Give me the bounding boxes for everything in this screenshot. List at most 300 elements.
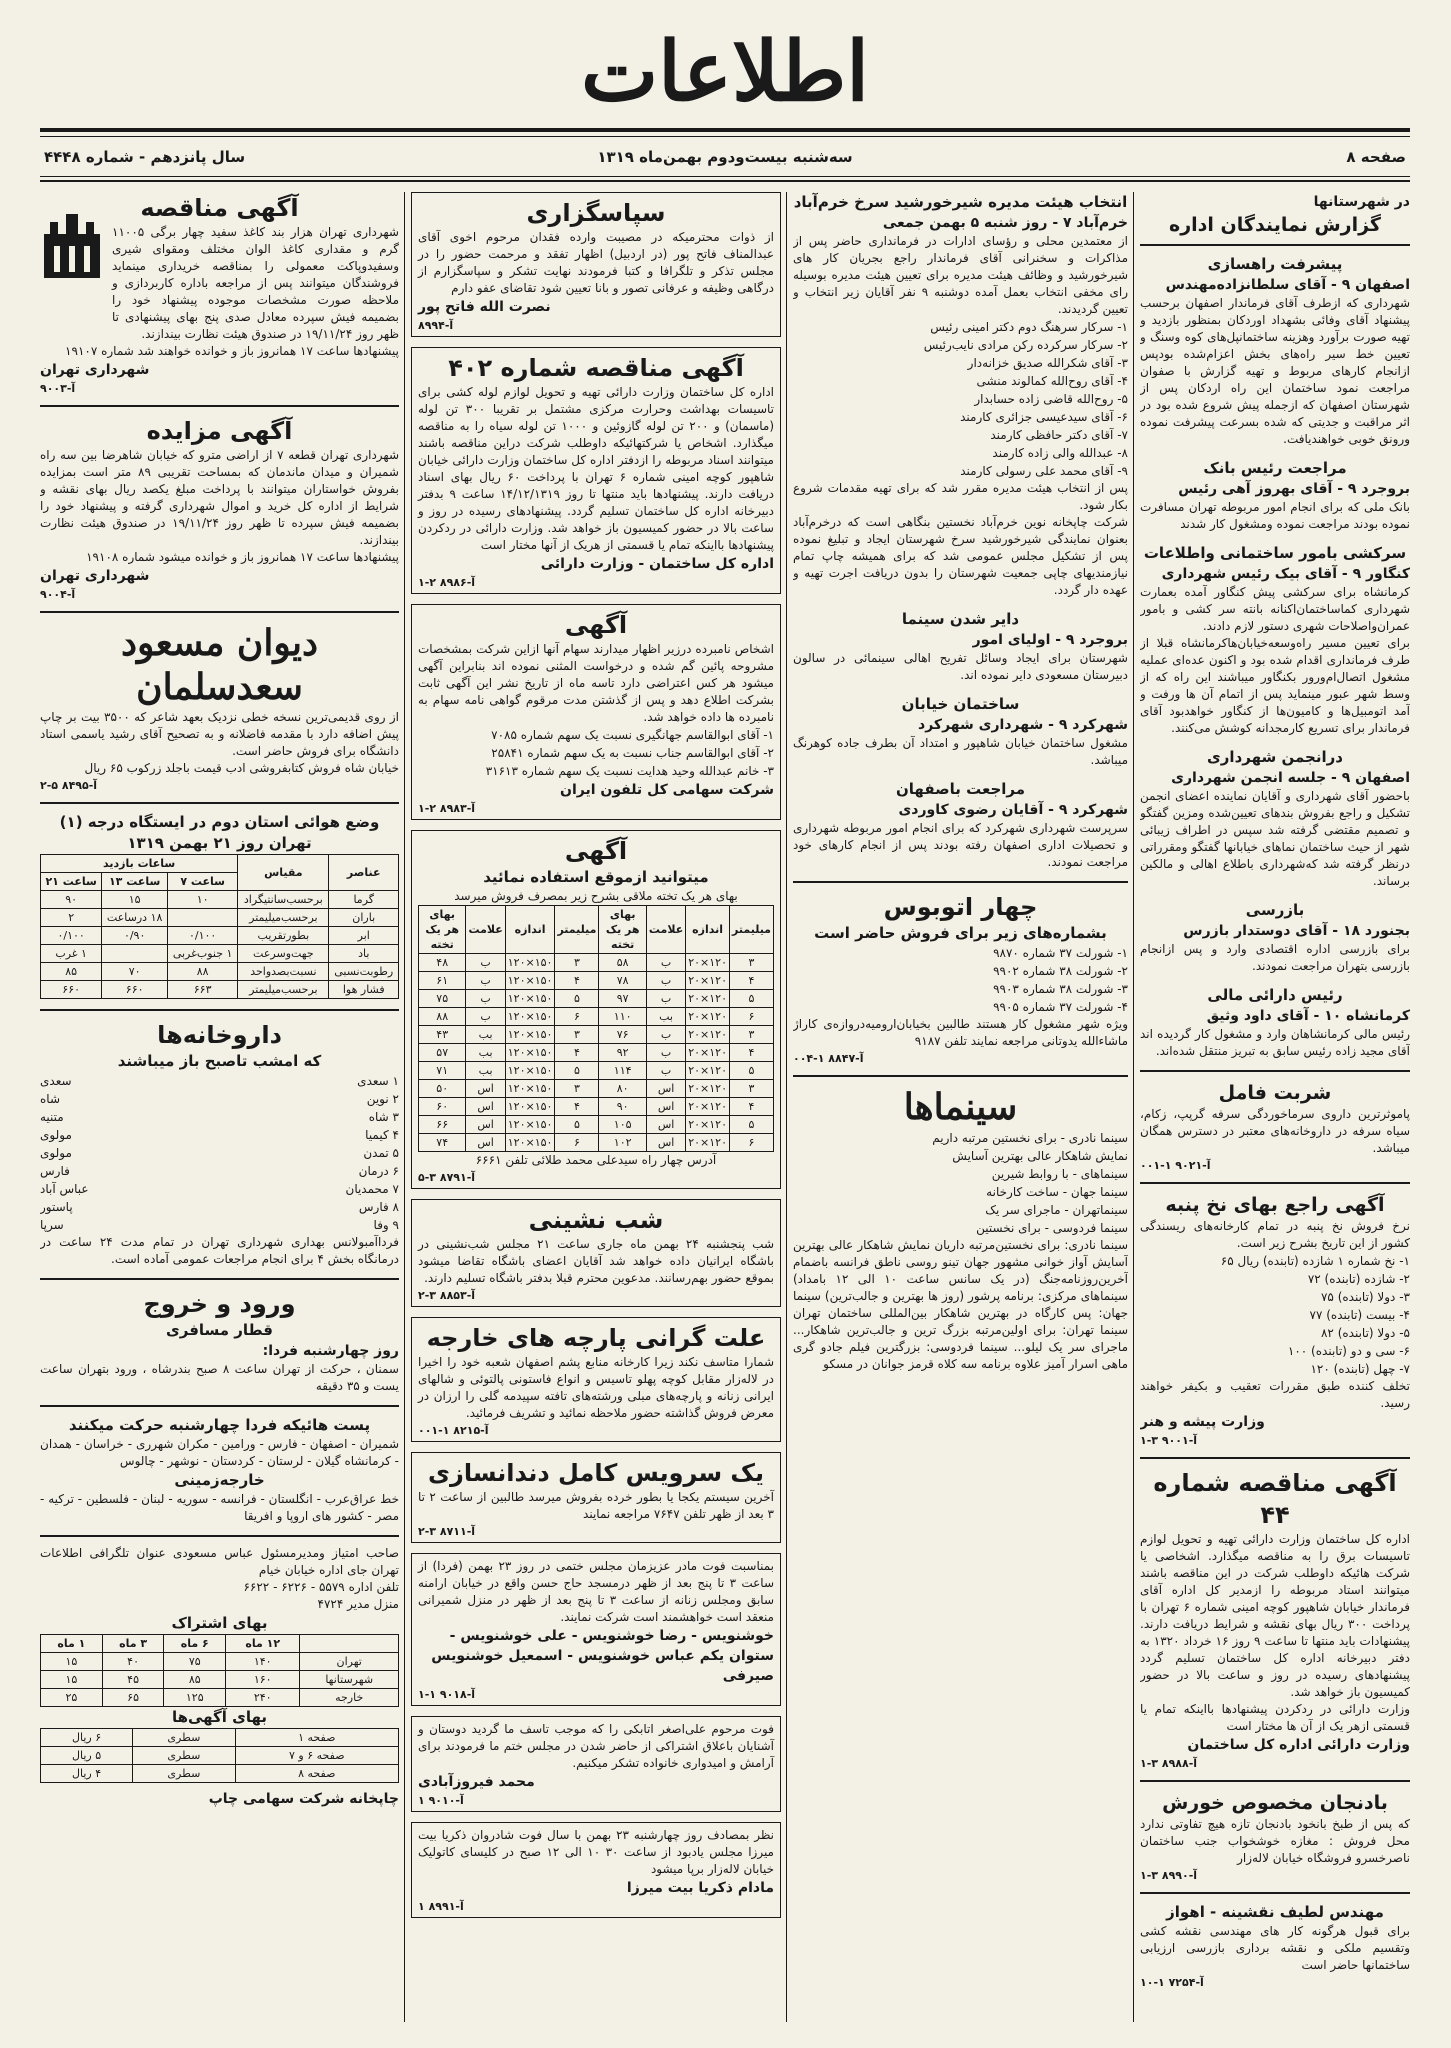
- table-cell: ۱۲۰×۲۰: [686, 1062, 730, 1080]
- table-cell: ۳: [555, 1026, 599, 1044]
- table-cell: ۵: [730, 990, 774, 1008]
- ad-headline: آگهی مناقصه شماره ۴۴: [1153, 1469, 1397, 1529]
- table-cell: ۵ ریال: [41, 1747, 133, 1765]
- table-cell: ۶: [730, 1134, 774, 1152]
- table-cell: رطوبت‌نسبی: [329, 963, 399, 981]
- ad-party: [411, 1199, 781, 1307]
- table-cell: شهرستانها: [300, 1671, 399, 1689]
- printer-credit: چاپخانه شرکت سهامی چاپ: [208, 1791, 399, 1807]
- table-cell: ۱ غرب: [41, 945, 102, 963]
- list-item: ۳- شورلت ۳۸ شماره ۹۹۰۳: [993, 982, 1128, 996]
- pharmacies-headline: داروخانه‌ها: [157, 1021, 282, 1049]
- ad-headline: آگهی مزایده: [146, 417, 293, 445]
- list-item: ۷- چهل (تابنده) ۱۲۰: [1310, 1362, 1410, 1376]
- ad-body: برای قبول هرگونه کار های مهندسی نقشه کشی وتقسیم ملکی و نقشه برداری بازرسی ارزیابی ساختمانها حاضر است: [1140, 1924, 1410, 1972]
- article-headline: انتخاب هیئت مدیره شیرخورشید سرخ خرم‌آباد: [793, 193, 1128, 211]
- table-cell: ۹۲: [599, 1044, 646, 1062]
- list-item: سینماتهران - ماجرای سر یک: [985, 1203, 1128, 1217]
- list-item: ۲- آقای ابوالقاسم جناب نسبت به یک سهم شماره ۲۵۸۴۱: [491, 746, 774, 760]
- column-services: [40, 192, 399, 2022]
- ad-body: اشخاص نامبرده درزیر اظهار میدارند سهام آنها ازاین شرکت بمشخصات مشروحه پائین گم شده و درخواست المثنی نموده اند بنابراین آگهی میشود هر کس اعتراضی دارد تاسه ماه از تاریخ نشر این آگهی ثابت بشرکت اطلاع دهد و پس از گذشتن مدت مرقوم گواهی نامه سهام به نامبرده ها داده خواهد شد.: [418, 642, 774, 724]
- owner-info: صاحب امتیاز ومدیرمسئول عباس مسعودی عنوان تلگرافی اطلاعات تهران جای اداره خیابان خیام: [40, 1546, 399, 1577]
- publisher-info: [40, 1545, 399, 1809]
- table-cell: ۸۵: [41, 963, 102, 981]
- table-row: [41, 1689, 399, 1707]
- masthead-rule-thin: [40, 136, 1410, 137]
- table-cell: جهت‌وسرعت: [238, 945, 329, 963]
- office-phone: تلفن اداره ۵۵۷۹ - ۶۲۲۶ - ۶۶۲۲: [243, 1580, 399, 1594]
- ad-signature: نصرت الله فاتح پور: [418, 299, 551, 315]
- table-cell: ۱۲۰×۲۰: [686, 1116, 730, 1134]
- ad-thanks: [411, 192, 781, 337]
- table-row: [41, 891, 399, 909]
- table-header: ۱۲ ماه: [226, 1635, 300, 1653]
- list-item: ۴- شورلت ۳۷ شماره ۹۹۰۵: [993, 1000, 1128, 1014]
- pharmacy-name: [220, 1144, 400, 1162]
- post-schedule: [40, 1415, 399, 1525]
- weather-date: تهران روز ۲۱ بهمن ۱۳۱۹: [127, 834, 312, 852]
- table-cell: ۷۵: [164, 1653, 226, 1671]
- ad-code: آ-۸۲۱۵ ۱-۰۰۱: [418, 1424, 489, 1437]
- table-row: [419, 1026, 774, 1044]
- column-provinces: [1140, 192, 1410, 2022]
- table-row: [419, 1062, 774, 1080]
- pharmacy-number: ۲: [392, 1092, 399, 1106]
- table-cell: ۴: [555, 1044, 599, 1062]
- table-cell: ۹۰: [599, 1098, 646, 1116]
- article-headline: رئیس دارائی مالی: [1207, 986, 1343, 1004]
- ad-headline: شربت فامل: [1218, 1082, 1332, 1104]
- list-item: ۳- آقای شکرالله صدیق خزانه‌دار: [967, 356, 1128, 370]
- table-cell: صفحه ۱: [235, 1729, 398, 1747]
- pharmacy-label: درمان: [358, 1164, 389, 1178]
- article-headline: مراجعت رئیس بانک: [1203, 459, 1347, 477]
- article-municipal: [1140, 747, 1410, 890]
- ad-signature: اداره کل ساختمان - وزارت دارائی: [540, 556, 774, 572]
- table-row: [41, 1765, 399, 1783]
- ad-headline: علت گرانی پارچه های خارجه: [426, 1324, 766, 1352]
- table-header: بهای هر یک تخته: [599, 906, 646, 954]
- ad-headline: آگهی راجع بهای نخ پنبه: [1165, 1194, 1385, 1216]
- table-cell: ۴۰: [102, 1653, 164, 1671]
- list-item: ۷- آقای دکتر حافظی کارمند: [990, 428, 1128, 442]
- table-cell: ۱۲۰×۲۰: [686, 954, 730, 972]
- table-row: [41, 927, 399, 945]
- board-list: [793, 318, 1128, 480]
- article-cinema: [793, 609, 1128, 684]
- table-cell: گرما: [329, 891, 399, 909]
- ad-headline: مهندس لطیف نقشینه - اهواز: [1166, 1903, 1384, 1921]
- table-cell: ۱۵۰×۱۲۰: [505, 1026, 555, 1044]
- table-cell: ۹۷: [599, 990, 646, 1008]
- table-row: [419, 972, 774, 990]
- ad-code: آ-۹۰۱۸ ۱-۱: [418, 1688, 476, 1701]
- ad-headline: آگهی: [564, 837, 628, 865]
- table-row: [419, 1116, 774, 1134]
- table-cell: ۱۲۰×۲۰: [686, 1026, 730, 1044]
- pharmacy-label: فارس: [358, 1200, 389, 1214]
- table-header: مقیاس: [238, 855, 329, 891]
- table-cell: بطورتقریب: [238, 927, 329, 945]
- table-cell: ۴: [555, 1098, 599, 1116]
- table-cell: بب: [466, 1026, 505, 1044]
- list-item: ۱- شورلت ۳۷ شماره ۹۸۷۰: [993, 946, 1128, 960]
- pharmacy-district: شاه: [40, 1092, 60, 1106]
- list-item: ۲- شازده (تابنده) ۷۲: [1307, 1272, 1410, 1286]
- table-cell: ۱۲۰×۲۰: [686, 1044, 730, 1062]
- ad-signature: وزارت پیشه و هنر: [1140, 1414, 1265, 1430]
- page-number: صفحه ۸: [1346, 148, 1406, 166]
- list-item: ۵- دولا (تابنده) ۸۲: [1320, 1326, 1410, 1340]
- table-cell: ۷۴: [419, 1134, 466, 1152]
- table-header: علامت: [466, 906, 505, 954]
- table-header: [300, 1635, 399, 1653]
- table-header: میلیمتر: [555, 906, 599, 954]
- ad-code: آ-۹۰۰۱ ۳-۱: [1140, 1434, 1198, 1447]
- table-cell: ۷۶: [599, 1026, 646, 1044]
- list-item: ۵- روح‌الله قاضی زاده حسابدار: [974, 392, 1128, 406]
- table-cell: ۱۵۰×۱۲۰: [505, 972, 555, 990]
- pharmacy-district: عباس آباد: [40, 1182, 89, 1196]
- table-cell: اس: [646, 1134, 685, 1152]
- list-item: ۱- آقای ابوالقاسم جهانگیری نسبت یک سهم شماره ۷۰۸۵: [491, 728, 774, 742]
- table-cell: ۱۵۰×۱۲۰: [505, 1062, 555, 1080]
- table-cell: باد: [329, 945, 399, 963]
- table-cell: ۴: [555, 972, 599, 990]
- trains-body: سمنان ، حرکت از تهران ساعت ۸ صبح بندرشاه ، ورود بتهران ساعت یست و ۳۵ دقیقه: [40, 1362, 399, 1393]
- ad-address: خیابان شاه فروش کتابفروشی ادب قیمت باجلد زرکوب ۶۵ ریال: [84, 761, 399, 775]
- ad-divan: [40, 621, 399, 792]
- ad-body: شمارا متاسف نکند زیرا کارخانه منابع پشم اصفهان شعبه خود را اخیرا در لاله‌زار مقابل کوچه پهلو تاسیس و انواع فاستونی پالتوئی و شالهای ایرانی زنانه و پارچه‌های مبلی ورشته‌های تافته سپیدمه گلی را ارزان در معرض فروش گذاشته حضور ملاحظه نمائید و تشریف فرمائید.: [418, 1355, 774, 1420]
- ad-code: آ-۷۲۵۴ ۱-۱۰: [1140, 1976, 1204, 1989]
- table-cell: ۱۰۲: [599, 1134, 646, 1152]
- ad-rates-table: [40, 1728, 399, 1783]
- post-abroad-body: خط عراق‌عرب - انگلستان - فرانسه - سوریه - لبنان - فلسطین - ترکیه - مصر - کشور های اروپا و افریقا: [40, 1492, 399, 1523]
- table-row: [419, 1080, 774, 1098]
- table-cell: ۲۴۰: [226, 1689, 300, 1707]
- table-cell: ۳: [555, 954, 599, 972]
- table-cell: ۱ جنوب‌غربی: [168, 945, 238, 963]
- article-road: [1140, 254, 1410, 448]
- table-cell: ۷۵: [419, 990, 466, 1008]
- table-header: ساعت ۷: [168, 873, 238, 891]
- article-bank: [1140, 458, 1410, 533]
- pharmacy-name: [220, 1180, 400, 1198]
- ad-signature: خوشنویس - رضا خوشنویس - علی خوشنویس - ستوان یکم عباس خوشنویس - اسمعیل خوشنویس صیرفی: [431, 1628, 774, 1684]
- pharmacy-label: وفا: [373, 1218, 389, 1232]
- table-cell: ۸۵: [164, 1671, 226, 1689]
- table-header: میلیمتر: [730, 906, 774, 954]
- table-cell: ۴: [730, 1098, 774, 1116]
- pharmacy-district: مولوی: [40, 1146, 72, 1160]
- pharmacy-name: [220, 1072, 400, 1090]
- ad-body: شهرداری تهران قطعه ۷ از اراضی مترو که خیابان شاهرضا بین سه راه شمیران و میدان ماندمان که بمساحت تقریبی ۸۹ متر است بمزایده بفروش خواستاران میتوانند با پرداخت مبلغ یکصد ریال بهای نقشه و شرایط از اداره کل خرید و اموال شهرداری گرفته و پیشنهاد خود را بضمیمه فیش سپرده تا ظهر روز ۱۹/۱۱/۲۴ در صندوق هیئت نظارت بیندازند.: [40, 448, 399, 547]
- table-header: اندازه: [686, 906, 730, 954]
- pharmacy-label: تمدن: [363, 1146, 389, 1160]
- table-cell: [102, 945, 168, 963]
- table-cell: ۶: [555, 1008, 599, 1026]
- table-cell: ۳: [555, 1080, 599, 1098]
- list-item: ۶- آقای سیدعیسی جزائری کارمند: [960, 410, 1128, 424]
- column-divider: [404, 192, 405, 2022]
- post-body: شمیران - اصفهان - فارس - ورامین - مکران شهرری - خراسان - همدان - کرمانشاه گیلان - لرستان - کردستان - نوشهر - چالوس: [40, 1437, 399, 1468]
- table-cell: ۴ ریال: [41, 1765, 133, 1783]
- article-dateline: بروجرد ۹ - آقای بهروز آهی رئیس: [1178, 481, 1410, 497]
- table-header: ساعت ۱۳: [102, 873, 168, 891]
- table-cell: سطری: [133, 1729, 235, 1747]
- ad-signature: محمد فیروزآبادی: [418, 1774, 535, 1790]
- subscription-table-body: [41, 1653, 399, 1707]
- trains-subheadline: قطار مسافری: [165, 1321, 273, 1339]
- list-item: نمایش شاهکار عالی بهترین آسایش: [952, 1149, 1128, 1163]
- newspaper-title: اطلاعات: [580, 24, 870, 120]
- ad-note: پیشنهادها ساعت ۱۷ همانروز باز و خوانده میشود شماره ۱۹۱۰۸: [86, 550, 399, 564]
- ad-signature: وزارت دارائی اداره کل ساختمان: [1187, 1737, 1410, 1753]
- table-cell: ۱۵۰×۱۲۰: [505, 1044, 555, 1062]
- column-news-2: [793, 192, 1128, 2022]
- table-cell: ب: [646, 990, 685, 1008]
- article-body: بانک ملی که برای انجام امور مربوطه تهران مسافرت نموده بودند مراجعت نموده ومشغول کار شدند: [1140, 500, 1410, 531]
- table-cell: ۱۲۰×۲۰: [686, 1134, 730, 1152]
- ad-code: آ-۸۹۹۴: [418, 319, 454, 332]
- ad-headline: آگهی مناقصه: [140, 194, 299, 222]
- pharmacy-label: سعدی: [357, 1074, 389, 1088]
- list-item: ۱- نخ شماره ۱ شازده (تابنده) ریال ۶۵: [1220, 1254, 1410, 1268]
- masthead-rule: [40, 128, 1410, 132]
- table-header: بهای هر یک تخته: [419, 906, 466, 954]
- table-cell: ۶۶: [419, 1116, 466, 1134]
- trains-date: روز چهارشنبه فردا:: [262, 1343, 399, 1359]
- article-dateline: اصفهان ۹ - آقای سلطانزاده‌مهندس: [1165, 277, 1410, 293]
- table-cell: ب: [466, 972, 505, 990]
- table-cell: ۳: [730, 954, 774, 972]
- table-cell: ۵۸: [599, 954, 646, 972]
- table-cell: ۱۲۵: [164, 1689, 226, 1707]
- table-row: [419, 1134, 774, 1152]
- article-headline: سرکشی بامور ساختمانی واطلاعات: [1143, 544, 1407, 562]
- ad-bus: [793, 891, 1128, 1065]
- article-headline: گزارش نمایندگان اداره: [1169, 214, 1381, 236]
- ad-subheadline: میتوانید ازموقع استفاده نمائید: [483, 868, 709, 886]
- ad-note: تخلف کننده طبق مقررات تعقیب و بکیفر خواهند رسید.: [1140, 1379, 1410, 1410]
- ad-body: از روی قدیمی‌ترین نسخه خطی نزدیک بعهد شاعر که ۳۵۰۰ بیت بر چاپ پیش اضافه دارد با مقدمه فاضلانه و به تصحیح آقای رشید یاسمی استاد دانشگاه برای فروش حاضر است.: [40, 710, 399, 758]
- article-body: باحضور آقای شهرداری و آقایان نماینده اعضای انجمن تشکیل و راجع بفروش بندهای تعیین‌شده ومزین گفتگو و تصمیم مقتضی گرفته شد سپس در اطراف زیبائی شهر از حیث ساختمان نماهای خیابانها گفتگو ومقرراتی درنظر گرفته شد که‌شهرداری باطلاع اهالی و مالکین برساند.: [1140, 789, 1410, 888]
- table-cell: ۱۸ درساعت: [102, 909, 168, 927]
- plywood-price-table: [418, 905, 774, 1152]
- year-issue: سال پانزدهم - شماره ۴۴۴۸: [44, 148, 246, 166]
- cinemas-listing: [793, 1085, 1128, 1373]
- ad-signature: مادام ذکریا بیت میرزا: [626, 1880, 774, 1896]
- ad-code: آ-۹۰۱۰ ۱: [418, 1794, 464, 1807]
- article-body: کرمانشاه برای سرکشی پیش کنگاور آمده بعمارت شهرداری کماساختمان‌اکنانه بانته سر کشی و بامور عمران‌واصلاحات شهری دستور لازم دادند.: [1140, 585, 1410, 633]
- article-body: شهرداری که ازطرف آقای فرماندار اصفهان برحسب پیشنهاد آقای وفائی بشهداد اوردکان بمنظور بازدید و تهیه صورت برآورد وهزینه ساختمانپل‌های کوه وسنگ و تعیین خط سیر راه‌های بخش اعزام‌شده بودپس ازانجام کارهای مربوط و تهیه گزارش با صفوان مراجعت نمود ساختمان این راه اردکان پس از شهرستان اصفهان که ازجمله پیش شروع شده بود در اثر مراقبت و جدیتی که شده بسرعت پیشرفت نموده ورونق خوبی خواهندیافت.: [1140, 296, 1410, 446]
- pharmacy-number: ۱: [392, 1074, 399, 1088]
- ad-body: که پس از طبخ بانخود بادنجان تازه هیچ تفاوتی ندارد محل فروش : مغازه خوشخواب جنب ساختمان ناصرخسرو فروشگاه خیابان لاله‌زار: [1140, 1817, 1410, 1865]
- pharmacy-number: ۹: [392, 1218, 399, 1232]
- ad-plywood: [411, 830, 781, 1189]
- table-cell: ۶۵: [102, 1689, 164, 1707]
- list-item: ۴- آقای روح‌الله کمالوند منشی: [976, 374, 1128, 388]
- municipality-emblem-icon: [40, 212, 104, 282]
- table-cell: ۴: [730, 1044, 774, 1062]
- table-cell: برحسب‌میلیمتر: [238, 909, 329, 927]
- ad-eggplant: [1140, 1790, 1410, 1882]
- table-header: عناصر: [329, 855, 399, 891]
- article-street: [793, 694, 1128, 769]
- trains: [40, 1288, 399, 1395]
- info-rule-thick: [40, 180, 1410, 182]
- table-cell: ۱۲۰×۲۰: [686, 1098, 730, 1116]
- ad-code: آ-۸۹۸۳ ۲-۱: [418, 802, 476, 815]
- ad-headline: شب نشینی: [528, 1206, 664, 1234]
- issue-date: سه‌شنبه بیست‌ودوم بهمن‌ماه ۱۳۱۹: [597, 148, 853, 166]
- column-ads-3: [411, 192, 781, 2022]
- article-finance: [1140, 985, 1410, 1060]
- table-cell: سطری: [133, 1765, 235, 1783]
- table-header: ساعت ۲۱: [41, 873, 102, 891]
- table-cell: ۱۶۰: [226, 1671, 300, 1689]
- table-cell: ۱۱۴: [599, 1062, 646, 1080]
- table-cell: ۶۰: [419, 1098, 466, 1116]
- ad-code: آ-۸۹۸۶ ۲-۱: [418, 576, 476, 589]
- ad-mourning: [411, 1553, 781, 1706]
- post-headline: پست هائیکه فردا چهارشنبه حرکت میکنند: [68, 1416, 371, 1434]
- table-row: [419, 1008, 774, 1026]
- ad-subheadline: بهای هر یک تخته ملاقی بشرح زیر بمصرف فروش میرسد: [454, 889, 738, 903]
- ad-body: شب پنجشنبه ۲۴ بهمن ماه جاری ساعت ۲۱ مجلس شب‌نشینی در باشگاه ایرانیان داده خواهد شد آقایان اعضای باشگاه تقاضا میشود بموقع حضور بهم‌رسانند. مدعوین محترم قبلا بدفتر باشگاه تسلیم دارند.: [418, 1237, 775, 1285]
- pharmacy-name: [220, 1162, 400, 1180]
- ad-headline: آگهی مناقصه شماره ۴۰۲: [448, 354, 744, 382]
- ad-body: پاموثرترین داروی سرماخوردگی سرفه گرپپ، زکام، سیاه سرفه در داروخانه‌های معتبر در دسترس همگان میباشد.: [1140, 1107, 1410, 1155]
- column-divider: [786, 192, 787, 2022]
- ad-engineer: [1140, 1902, 1410, 1989]
- article-headline: دایر شدن سینما: [901, 610, 1020, 628]
- table-cell: تهران: [300, 1653, 399, 1671]
- pharmacies-note: فرداآمبولانس بهداری شهرداری تهران در تمام مدت ۲۴ ساعت در درمانگاه بخش ۴ برای انجام مراجعات عمومی آماده است.: [40, 1235, 399, 1266]
- table-row: [419, 1044, 774, 1062]
- table-cell: خارجه: [300, 1689, 399, 1707]
- table-cell: ۱۲۰×۲۰: [686, 1008, 730, 1026]
- list-item: ۲- سرکار سرکرده رکن مرادی نایب‌رئیس: [923, 338, 1128, 352]
- table-cell: ۱۵: [41, 1653, 103, 1671]
- table-cell: ۹۰: [41, 891, 102, 909]
- pharmacy-name: [220, 1216, 400, 1234]
- ad-headline: سپاسگزاری: [526, 199, 666, 227]
- article-inspection: [1140, 900, 1410, 975]
- table-cell: ۶۶۰: [41, 981, 102, 999]
- pharmacy-name: [220, 1090, 400, 1108]
- article-dateline: شهرکرد ۹ - شهرداری شهرکرد: [918, 717, 1128, 733]
- table-cell: ۷۱: [419, 1062, 466, 1080]
- table-header: علامت: [646, 906, 685, 954]
- ad-headline: دیوان مسعود سعدسلمان: [120, 622, 318, 708]
- table-cell: ۲: [41, 909, 102, 927]
- list-item: سینما نادری - برای نخستین مرتبه داریم: [932, 1131, 1128, 1145]
- ad-signature: شهرداری تهران: [40, 568, 150, 584]
- pharmacy-district: سعدی: [40, 1074, 72, 1088]
- table-cell: ۱۵۰×۱۲۰: [505, 1080, 555, 1098]
- ad-headline: چهار اتوبوس: [883, 893, 1038, 921]
- table-cell: ب: [646, 1062, 685, 1080]
- ad-rates-table-body: [41, 1729, 399, 1783]
- table-row: [41, 945, 399, 963]
- table-cell: ۴: [730, 972, 774, 990]
- table-cell: ۱۵۰×۱۲۰: [505, 990, 555, 1008]
- table-header: ۶ ماه: [164, 1635, 226, 1653]
- newspaper-page: [40, 20, 1410, 2030]
- list-item: ۳- دولا (تابنده) ۷۵: [1320, 1290, 1410, 1304]
- table-row: [419, 954, 774, 972]
- pharmacy-name: [220, 1126, 400, 1144]
- table-cell: ۶۶۰: [102, 981, 168, 999]
- table-cell: برحسب‌سانتیگراد: [238, 891, 329, 909]
- article-dateline: کنگاور ۹ - آقای بیک رئیس شهرداری: [1161, 566, 1410, 582]
- table-cell: صفحه ۶ و ۷: [235, 1747, 398, 1765]
- table-row: [419, 1098, 774, 1116]
- table-cell: ۷۸: [599, 972, 646, 990]
- ad-body: اداره کل ساختمان وزارت دارائی تهیه و تحویل لوازم تاسیسات برق را به مناقصه میگذارد. اشخاصی یا شرکت هائیکه داوطلب شرکت در این مناقصه باشند میتوانند استاد مربوطه را ازمدیر کل اداره آقای فرماندار خیابان شاهپور کوچه امینی شماره ۶ تهران با پرداخت ۳۰۰ ریال بهای نقشه و شرایط دریافت دارند. پیشنهادات باید منتها تا ساعت ۹ روز ۱۶ خرداد ۱۳۲۰ به دفتر دبیرخانه اداره کل ساختمان تسلیم گردد پیشنهادهای رسیده در روز و ساعت بالا در حضور کمیسیون باز خواهد شد.: [1140, 1532, 1410, 1699]
- table-row: [41, 909, 399, 927]
- article-body: مشغول ساختمان خیابان شاهپور و امتداد آن بطرف جاده کوهرنگ میباشد.: [793, 736, 1128, 767]
- table-cell: ۱۵: [102, 891, 168, 909]
- pharmacy-label: کیمیا: [365, 1128, 389, 1142]
- table-header: اندازه: [505, 906, 555, 954]
- ad-auction: [40, 415, 399, 601]
- ad-body: آخرین سیستم یکجا یا بطور خرده بفروش میرسد طالبین از ساعت ۲ تا ۳ بعد از ظهر تلفن ۷۶۴۷ مراجعه نمایند: [418, 1490, 775, 1521]
- pharmacy-district: فارس: [40, 1164, 70, 1178]
- pharmacy-number: ۶: [392, 1164, 399, 1178]
- table-cell: ۱۰۵: [599, 1116, 646, 1134]
- pharmacy-number: ۸: [392, 1200, 399, 1214]
- table-cell: ۱۵۰×۱۲۰: [505, 954, 555, 972]
- pharmacy-number: ۷: [392, 1182, 399, 1196]
- pharmacy-label: شاه: [368, 1110, 389, 1124]
- ad-code: آ-۹۰۰۳: [40, 382, 76, 395]
- table-cell: اس: [646, 1080, 685, 1098]
- ad-tender-402: [411, 347, 781, 594]
- article-body: رئیس مالی کرمانشاهان وارد و مشغول کار گردیده اند آقای مجید زاده رئیس سابق به تبریز منتقل شده‌اند.: [1140, 1027, 1410, 1058]
- section-label: در شهرستانها: [1313, 194, 1410, 210]
- article-dateline: بروجرد ۹ - اولیای امور: [972, 632, 1128, 648]
- table-cell: اس: [646, 1116, 685, 1134]
- pharmacy-district: سرپا: [40, 1218, 64, 1232]
- ad-headline: یک سرویس کامل دندانسازی: [428, 1459, 764, 1487]
- director-phone: منزل مدیر ۴۷۲۴: [317, 1597, 399, 1611]
- table-header: ۱ ماه: [41, 1635, 103, 1653]
- pharmacy-name: [220, 1198, 400, 1216]
- table-row: [41, 1729, 399, 1747]
- table-cell: ۱۴۰: [226, 1653, 300, 1671]
- ad-signature: شرکت سهامی کل تلفون ایران: [560, 782, 774, 798]
- ad-code: آ-۸۷۱۱ ۳-۲: [418, 1525, 476, 1538]
- ad-body: از ذوات محترمیکه در مصیبت وارده فقدان مرحوم اخوی آقای عبدالمناف فاتح پور (در اردبیل) اظهار تفقد و مرحمت حضور را در مجلس تذکر و تلگرافا و کتبا فرمودند نهایت تشکر و سپاسگزارم از درگاهی وظیفه و عرفانی تصور و بانا تعیین شود تقاضای عفو دارم: [418, 230, 774, 295]
- info-rule: [40, 176, 1410, 177]
- article-headline: بازرسی: [1245, 901, 1305, 919]
- pharmacy-list: [40, 1072, 399, 1234]
- table-cell: ۰/۱۰۰: [41, 927, 102, 945]
- list-item: سینما فردوسی - برای نخستین: [976, 1221, 1128, 1235]
- table-cell: ۴۸: [419, 954, 466, 972]
- article-headline: درانجمن شهرداری: [1207, 748, 1343, 766]
- ad-signature: شهرداری تهران: [40, 362, 150, 378]
- ad-address: آدرس چهار راه سیدعلی محمد طلائی تلفن ۶۶۶۱: [475, 1153, 717, 1167]
- table-cell: [168, 909, 238, 927]
- table-cell: ۶ ریال: [41, 1729, 133, 1747]
- cinema-list: [793, 1129, 1128, 1237]
- ad-tender-paper: [40, 192, 399, 395]
- pharmacy-number: ۳: [392, 1110, 399, 1124]
- table-row: [419, 990, 774, 1008]
